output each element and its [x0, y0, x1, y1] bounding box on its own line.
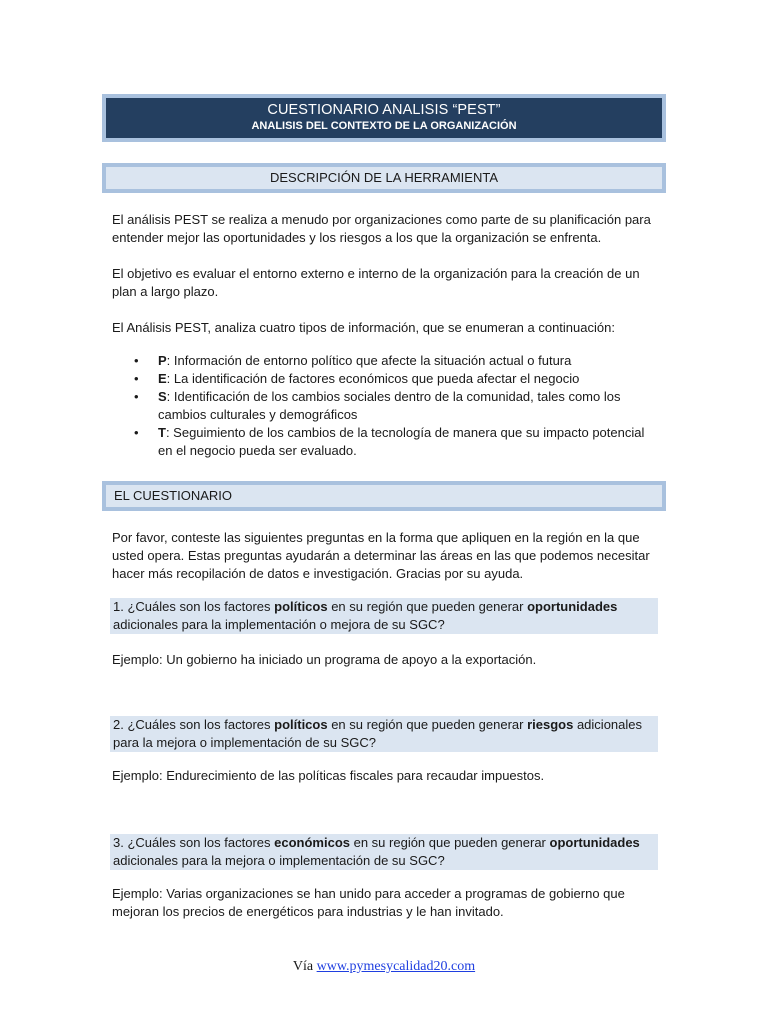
question-2 — [110, 716, 658, 752]
document-subtitle: ANALISIS DEL CONTEXTO DE LA ORGANIZACIÓN — [251, 120, 517, 132]
example-1: Ejemplo: Un gobierno ha iniciado un programa de apoyo a la exportación. — [112, 652, 537, 667]
question-text: en su región que pueden generar — [327, 717, 528, 732]
bullet-text: : Identificación de los cambios sociales dentro de la comunidad, tales como los cambios culturales y demográficos — [158, 389, 621, 422]
paragraph-objective: El objetivo es evaluar el entorno externo e interno de la organización para la creación de un plan a largo plazo. — [112, 266, 640, 299]
bullet-item-e — [112, 370, 660, 388]
bullet-letter: T — [158, 425, 166, 440]
question-text: adicionales para la implementación o mejora de su SGC? — [113, 617, 445, 632]
bullet-item-s — [112, 388, 660, 424]
document-title: CUESTIONARIO ANALISIS “PEST” — [267, 102, 501, 118]
question-text: 3. ¿Cuáles son los factores — [113, 835, 275, 850]
bullet-icon: • — [134, 353, 139, 368]
example-3: Ejemplo: Varias organizaciones se han unido para acceder a programas de gobierno que mejoran los precios de energéticos para industrias y le han invitado. — [112, 886, 625, 919]
bullet-text: : La identificación de factores económicos que pueda afectar el negocio — [166, 371, 580, 386]
bullet-icon: • — [134, 389, 139, 404]
question-text: 1. ¿Cuáles son los factores — [113, 599, 275, 614]
question-text: en su región que pueden generar — [327, 599, 528, 614]
question-3 — [110, 834, 658, 870]
title-banner-inner — [106, 98, 662, 138]
bullet-item-t — [112, 424, 660, 460]
question-kind: oportunidades — [527, 599, 618, 614]
paragraph-intro-pest: El análisis PEST se realiza a menudo por organizaciones como parte de su planificación para entender mejor las oportunidades y los riesgos a los que la organización se enfrenta. — [112, 212, 651, 245]
question-factor: económicos — [274, 835, 350, 850]
footer-website-link[interactable]: www.pymesycalidad20.com — [316, 959, 476, 974]
footer-prefix: Vía — [292, 959, 317, 974]
title-banner — [102, 94, 666, 142]
question-text: adicionales para la mejora o implementación de su SGC? — [113, 717, 642, 750]
question-factor: políticos — [274, 599, 328, 614]
question-text: 2. ¿Cuáles son los factores — [113, 717, 275, 732]
bullet-letter: P — [158, 353, 167, 368]
question-1 — [110, 598, 658, 634]
section-description-heading: DESCRIPCIÓN DE LA HERRAMIENTA — [106, 167, 662, 189]
section-description-banner — [102, 163, 666, 193]
bullet-letter: S — [158, 389, 167, 404]
question-factor: políticos — [274, 717, 328, 732]
bullet-text: : Información de entorno político que afecte la situación actual o futura — [166, 353, 572, 368]
pest-bullet-list — [112, 352, 660, 460]
section-questionnaire-heading: EL CUESTIONARIO — [106, 485, 662, 507]
bullet-text: : Seguimiento de los cambios de la tecnología de manera que su impacto potencial en el negocio pueda ser evaluado. — [158, 425, 645, 458]
question-kind: riesgos — [527, 717, 574, 732]
bullet-letter: E — [158, 371, 167, 386]
paragraph-four-types: El Análisis PEST, analiza cuatro tipos de información, que se enumeran a continuación: — [112, 320, 615, 335]
bullet-icon: • — [134, 371, 139, 386]
question-text: en su región que pueden generar — [350, 835, 550, 850]
example-2: Ejemplo: Endurecimiento de las políticas fiscales para recaudar impuestos. — [112, 768, 545, 783]
bullet-icon: • — [134, 425, 139, 440]
bullet-item-p — [112, 352, 660, 370]
paragraph-questionnaire-intro: Por favor, conteste las siguientes preguntas en la forma que apliquen en la región en la que usted opera. Estas preguntas ayudarán a determinar las áreas en las que podemos necesitar hacer más recopilación de datos e investigación. Gracias por su ayuda. — [112, 530, 650, 581]
question-text: adicionales para la mejora o implementación de su SGC? — [113, 853, 445, 868]
footer — [0, 959, 768, 975]
question-kind: oportunidades — [549, 835, 640, 850]
section-questionnaire-banner — [102, 481, 666, 511]
